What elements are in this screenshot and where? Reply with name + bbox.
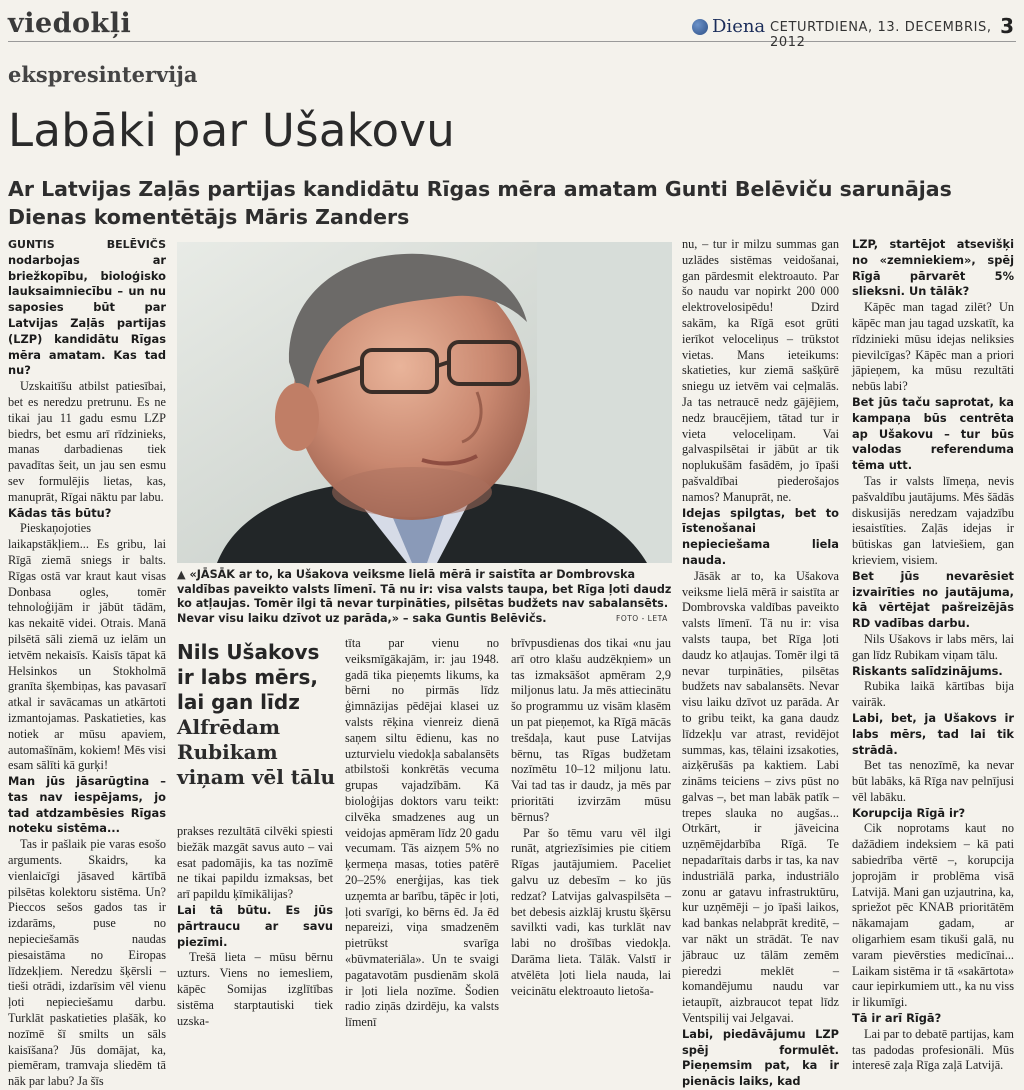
pull-quote-line-2: Alfrēdam Rubikam viņam vēl tālu xyxy=(177,715,336,789)
kicker: ekspresintervija xyxy=(8,62,198,87)
answer: Jāsāk ar to, ka Ušakova veiksme lielā mērā ir saistīta ar Dombrovska valdības paveikto valsts līmenī. Tā nu ir: visa valsts taupa, bet Rīga ļoti daudz ko atļaujas. Tomēr ilgi tā nevar turpināties, pilsētas budžets nav sabalansēts. Nevar visu laiku dzīvot uz parāda. Ar to gribu teikt, ka gana daudz līdzekļu var atrast, revidējot summas, kas, tēlaini izsakoties, aizķērušās pa kaktiem. Labi zināms teiciens – zivs pūst no galvas –, bet man labāk patīk – trepes slauka no augšas... Otrkārt, ir jāveicina uzņēmējdarbība Rīgā. Te nepadarītais darbs ir tas, ka nav industriālā parka, industriālo zonu ar gatavu infrastruktūru, kur uzņēmēji – jo īpaši laikos, kad bankas nelabprāt kreditē, – var nākt un strādāt. Te nav jābrauc uz tālām zemēm pieredzi meklēt – komandējumu naudu var ietaupīt, aizbraucot tepat līdz Ventspilij vai Jelgavai. xyxy=(682,568,839,1026)
question: Labi, piedāvājumu LZP spēj formulēt. Pieņemsim pat, ka ir pienācis laiks, kad xyxy=(682,1026,839,1089)
portrait-illustration xyxy=(177,242,672,563)
page-number: 3 xyxy=(1000,14,1014,38)
answer: tīta par vienu no veiksmīgākajām, ir: jau 1948. gadā tika pieņemts likums, ka bērni no pirmās līdz ģimnāzijas pēdējai klasei uz valsts rēķina vienreiz dienā saņem siltu ēdienu, kas no uzturvielu viedokļa sabalansēts atbilstoši konkrētās vecuma grupas vajadzībām. Kā bioloģijas doktors varu teikt: cilvēka smadzenes aug un veidojas apmēram līdz 20 gadu vecumam. Tās aizņem 5% no ķermeņa masas, toties patērē 20–25% enerģijas, kas tiek uzņemta ar barību, tāpēc ir ļoti, ļoti svarīgi, ko bērns ēd. Ja ēd nepareizi, viņa smadzenēm pietrūkst svarīga «būvmateriāla». Un te svaigi pagatavotām pusdienām skolā ir ļoti liela nozīme. Šodien radio ziņās dzirdēju, ka valsts līmenī xyxy=(345,636,499,1030)
answer: Trešā lieta – mūsu bērnu uzturs. Viens no iemesliem, kāpēc Somijas izglītības sistēma starptautiski tiek uzska- xyxy=(177,950,333,1028)
answer: Par šo tēmu varu vēl ilgi runāt, atgriezīsimies pie citiem Rīgas jautājumiem. Paceliet galvu uz debesīm – ko jūs redzat? Latvijas galvaspilsēta – bet debesis aizklāj krustu šķērsu savilkti vadi, kas turklāt nav labi no drošības viedokļa. Darāma lieta. Tālāk. Valstī ir atvēlēta ļoti liela nauda, lai veicinātu elektroauto lietoša- xyxy=(511,825,671,998)
brand-name: Diena xyxy=(712,16,766,37)
question: Bet jūs taču saprotat, ka kampaņa būs centrēta ap Ušakovu – tur būs valodas referenduma tēma utt. xyxy=(852,394,1014,473)
question: Labi, bet, ja Ušakovs ir labs mērs, tad lai tik strādā. xyxy=(852,710,1014,757)
caption-text: «JĀSĀK ar to, ka Ušakova veiksme lielā mērā ir saistīta ar Dombrovska valdības paveikto valsts līmenī. Tā nu ir: visa valsts taupa, bet Rīga ļoti daudz ko atļaujas. Tomēr ilgi tā nevar turpināties, pilsētas budžets nav sabalansēts. Nevar visu laiku dzīvot uz parāda,» – saka Guntis Belēvičs. xyxy=(177,568,672,625)
answer: Uzskaitīšu atbilst patiesībai, bet es neredzu pretrunu. Es ne tikai jau 11 gadu esmu LZP biedrs, bet esmu arī rīdzinieks, manas darbadienas tiek pavadītas šeit, un jau sen esmu sev formulējis lietas, kas, manuprāt, Rīgai nāktu par labu. xyxy=(8,379,166,504)
question: Bet jūs nevarēsiet izvairīties no jautājuma, kā vērtējat pašreizējās RD vadības darbu. xyxy=(852,568,1014,631)
column-5 xyxy=(682,237,839,1090)
portrait-photo xyxy=(177,242,672,563)
question: LZP, startējot atsevišķi no «zemniekiem», spēj Rīgā pārvarēt 5% slieksni. Un tālāk? xyxy=(852,237,1014,299)
question: Lai tā būtu. Es jūs pārtraucu ar savu piezīmi. xyxy=(177,902,333,949)
column-2 xyxy=(177,824,333,1029)
masthead xyxy=(8,8,1016,50)
question: Tā ir arī Rīgā? xyxy=(852,1011,942,1026)
answer: brīvpusdienas dos tikai «nu jau arī otro klašu audzēkņiem» un tas izmaksāšot apmēram 2,9 miljonus latu. Ja mēs attiecinātu šo programmu uz visām klasēm un pat pieņemot, ka Rīgā mācās trešdaļa, kaut puse Latvijas bērnu, tas Rīgas budžetam nozīmētu 10–12 miljonu latu. Vai tad tas ir daudz, ja mēs par prioritāti izvirzām mūsu bērnus? xyxy=(511,636,671,824)
question: Idejas spilgtas, bet to īstenošanai nepieciešama liela nauda. xyxy=(682,505,839,567)
issue-date: CETURTDIENA, 13. DECEMBRIS, 2012 xyxy=(770,20,992,50)
pull-quote xyxy=(177,640,337,790)
headline: Labāki par Ušakovu xyxy=(8,104,456,157)
answer: Tas ir pašlaik pie varas esošo arguments. Skaidrs, ka vienlaicīgi jāsaved kārtībā pilsētas kolektoru sistēma. Un? Pieccos sešos gados tas ir izdarāms, puse no nepieciešamās naudas piesaistāma no Eiropas līdzekļiem. Neredzu šķērsli – tieši otrādi, izdarīsim vēl vienu ļoti nepieciešamu darbu. Turklāt paskatieties plašāk, ko nozīmē šī smilts un sāls kaisīšana? Jūs domājat, ka, piemēram, tramvaja sliedēm tā nāk par labu? Ja šīs xyxy=(8,837,166,1089)
answer: Bet tas nenozīmē, ka nevar būt labāks, kā Rīga nav pelnījusi vēl labāku. xyxy=(852,758,1014,804)
answer: Pieskaņojoties laikapstākļiem... Es gribu, lai Rīgā ziemā sniegs ir balts. Rīgas ostā var kraut kaut visas Donbasa ogles, tomēr tehnoloģijām ir jābūt tādām, kas nekaitē videi. Otrais. Manā pilsētā sāli ziemā uz ielām un ietvēm nekaisīs. Kaisīs tāpat kā Helsinkos un Stokholmā granīta šķembiņas, kas pavasarī atkal ir savācamas un atkārtoti izmantojamas. Paskatieties, kas notiek ar mūsu apaviem, automašīnām, kokiem! Mēs visi esam sālīti kā gurķi! xyxy=(8,521,166,773)
answer: Tas ir valsts līmeņa, nevis pašvaldību jautājums. Mēs šādās diskusijās neredzam vajadzību iesaistīties. Zaļās idejas ir būtiskas gan latviešiem, gan krieviem, visiem. xyxy=(852,473,1014,567)
column-1 xyxy=(8,237,166,1090)
answer: prakses rezultātā cilvēki spiesti biežāk mazgāt savus auto – vai esat padomājis, ka tas nozīmē ne tikai papildu izmaksas, bet arī papildu ķīmikālijas? xyxy=(177,824,333,902)
answer: Rubika laikā kārtības bija vairāk. xyxy=(852,679,1014,710)
answer: Lai par to debatē partijas, kam tas padodas profesionāli. Mūs interesē zaļa Rīga zaļā Latvijā. xyxy=(852,1026,1014,1073)
question: Riskants salīdzinājums. xyxy=(852,663,1003,678)
photo-credit: FOTO - LETA xyxy=(616,614,668,623)
pull-quote-line-1: Nils Ušakovs ir labs mērs, lai gan līdz xyxy=(177,640,320,714)
section-name: viedokļi xyxy=(8,8,132,39)
lead-paragraph xyxy=(8,237,166,379)
column-4 xyxy=(511,636,671,999)
answer: Cik noprotams kaut no dažādiem indeksiem – kā pati sabiedrība vērtē –, korupcija joprojām ir problēma visā Latvijā. Mani gan uzjautrina, ka, spriežot pēc KNAB prioritātēm nākamajam gadam, ar oligarhiem esam tikuši galā, nu varam pievērsties medicīnai... Laikam sistēma ir tā «sakārtota» caur iepirkumiem utt., ka nu viss ir likumīgi. xyxy=(852,821,1014,1010)
globe-icon xyxy=(692,19,708,35)
deck: Ar Latvijas Zaļās partijas kandidātu Rīgas mēra amatam Gunti Belēviču sarunājas Dienas komentētājs Māris Zanders xyxy=(8,177,952,229)
column-6 xyxy=(852,237,1014,1074)
question: Man jūs jāsarūgtina – tas nav iespējams, jo tad atdzambēsies Rīgas noteku sistēma... xyxy=(8,774,166,836)
photo-caption xyxy=(177,568,672,626)
question: Korupcija Rīgā ir? xyxy=(852,805,966,820)
brand xyxy=(692,16,765,37)
answer: nu, – tur ir milzu summas gan uzlādes sistēmas veidošanai, gan pārdesmit elektroauto. Par šo naudu var nopirkt 200 000 elektrovelosipēdu! Dzird sakām, ka Rīgā esot grūti ierīkot veloceliņus – trūkstot vietas. Mans ieteikums: skatieties, kur ziemā sašķūrē sniegu uz ietvēm vai ceļmalās. Ja tas netraucē nedz gājējiem, nedz braucējiem, tātad tur ir vieta veloceliņam. Vai galvaspilsētai ir jābūt ar tik noplukušām fasādēm, jo īpaši pašvaldībai piederošajos namos? Manuprāt, ne. xyxy=(682,237,839,504)
triangle-icon: ▲ xyxy=(177,568,186,581)
question: nodarbojas ar briežkopību, bioloģisko lauksaimniecību – un nu saposies būt par Latvijas Zaļās partijas (LZP) kandidātu Rīgas mēra amatam. Kas tad nu? xyxy=(8,252,166,378)
interviewee-name: GUNTIS BELĒVIČS xyxy=(8,238,166,251)
answer: Nils Ušakovs ir labs mērs, lai gan līdz Rubikam viņam tālu. xyxy=(852,631,1014,662)
answer: Kāpēc man tagad zilēt? Un kāpēc man jau tagad uzskatīt, ka rīdzinieki mūsu idejas neliksies pievilcīgas? Kāpēc man a priori jāpieņem, ka mūsu rezultāti nebūs labi? xyxy=(852,300,1014,394)
question: Kādas tās būtu? xyxy=(8,505,112,520)
column-3 xyxy=(345,636,499,1031)
